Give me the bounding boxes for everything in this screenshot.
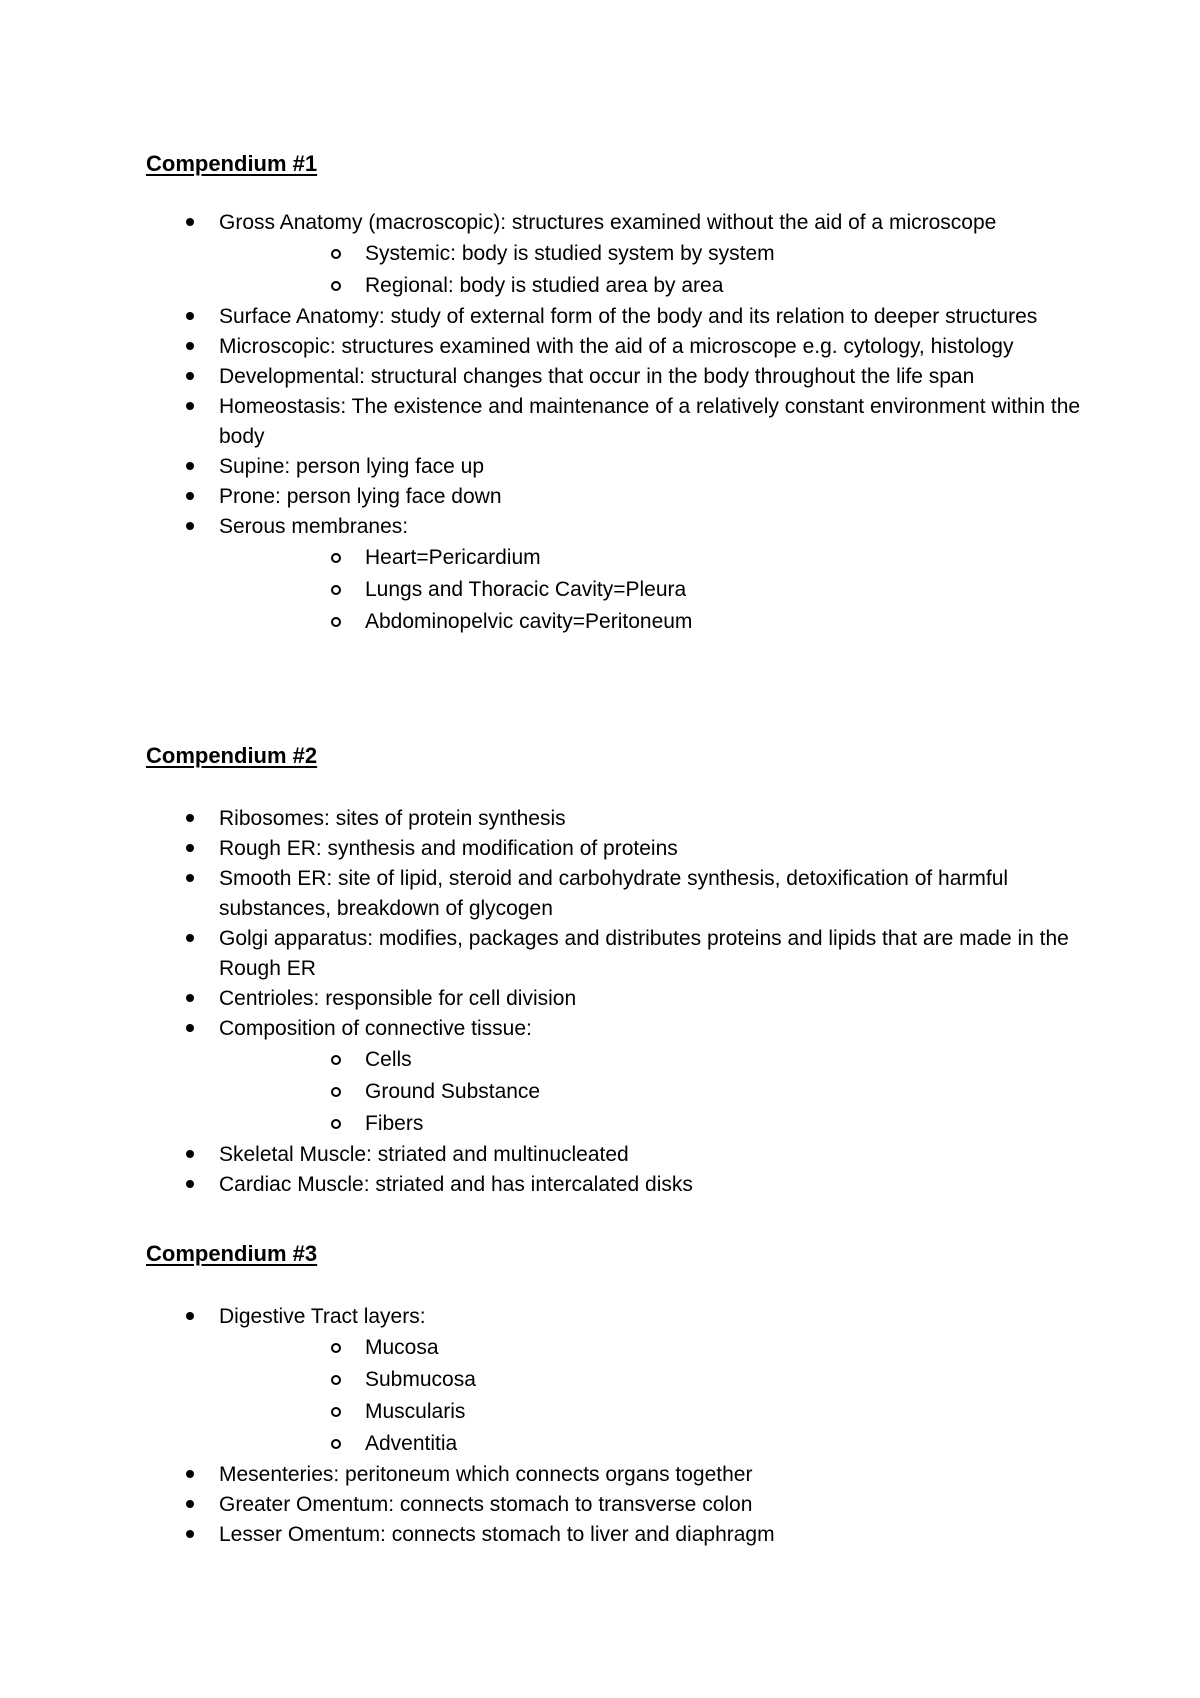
sub-list-item: Fibers <box>219 1108 1086 1140</box>
sub-list <box>219 1332 1086 1460</box>
sub-list-item: Abdominopelvic cavity=Peritoneum <box>219 606 1086 638</box>
bullet-list <box>146 208 1086 638</box>
list-item <box>146 452 1086 482</box>
list-item <box>146 864 1086 924</box>
sub-list-item: Mucosa <box>219 1332 1086 1364</box>
section-compendium-2 <box>146 742 1086 1200</box>
list-item-text: Greater Omentum: connects stomach to transverse colon <box>219 1493 753 1516</box>
bullet-list <box>146 1302 1086 1550</box>
sub-list-item: Cells <box>219 1044 1086 1076</box>
list-item <box>146 1520 1086 1550</box>
sub-list-item: Submucosa <box>219 1364 1086 1396</box>
list-item-text: Mesenteries: peritoneum which connects organs together <box>219 1463 753 1486</box>
list-item-text: Composition of connective tissue: <box>219 1017 532 1040</box>
list-item <box>146 1170 1086 1200</box>
list-item <box>146 302 1086 332</box>
sub-list <box>219 1044 1086 1140</box>
list-item-text: Ribosomes: sites of protein synthesis <box>219 807 566 830</box>
sub-list-item: Ground Substance <box>219 1076 1086 1108</box>
sub-list-item: Lungs and Thoracic Cavity=Pleura <box>219 574 1086 606</box>
list-item-text: Smooth ER: site of lipid, steroid and carbohydrate synthesis, detoxification of harmful substances, breakdown of glycogen <box>219 867 1009 920</box>
list-item-text: Surface Anatomy: study of external form of the body and its relation to deeper structures <box>219 305 1038 328</box>
list-item <box>146 1490 1086 1520</box>
list-item <box>146 512 1086 638</box>
section-heading: Compendium #2 <box>146 743 318 768</box>
sub-list-item: Regional: body is studied area by area <box>219 270 1086 302</box>
list-item-text: Lesser Omentum: connects stomach to liver and diaphragm <box>219 1523 775 1546</box>
list-item <box>146 208 1086 302</box>
sub-list <box>219 238 1086 302</box>
list-item-text: Supine: person lying face up <box>219 455 485 478</box>
list-item-text: Centrioles: responsible for cell division <box>219 987 577 1010</box>
sub-list-item: Systemic: body is studied system by system <box>219 238 1086 270</box>
list-item-text: Developmental: structural changes that occur in the body throughout the life span <box>219 365 975 388</box>
sub-list <box>219 542 1086 638</box>
section-heading: Compendium #3 <box>146 1241 318 1266</box>
list-item <box>146 804 1086 834</box>
list-item-text: Gross Anatomy (macroscopic): structures examined without the aid of a microscope <box>219 211 997 234</box>
section-compendium-1 <box>146 150 1086 638</box>
list-item <box>146 984 1086 1014</box>
list-item-text: Prone: person lying face down <box>219 485 502 508</box>
list-item-text: Microscopic: structures examined with the aid of a microscope e.g. cytology, histology <box>219 335 1014 358</box>
list-item-text: Digestive Tract layers: <box>219 1305 426 1328</box>
list-item <box>146 924 1086 984</box>
list-item-text: Homeostasis: The existence and maintenance of a relatively constant environment within the body <box>219 395 1081 448</box>
list-item <box>146 1014 1086 1140</box>
list-item <box>146 834 1086 864</box>
section-heading: Compendium #1 <box>146 151 318 176</box>
list-item-text: Skeletal Muscle: striated and multinucleated <box>219 1143 629 1166</box>
list-item <box>146 482 1086 512</box>
list-item-text: Cardiac Muscle: striated and has intercalated disks <box>219 1173 693 1196</box>
sub-list-item: Heart=Pericardium <box>219 542 1086 574</box>
bullet-list <box>146 804 1086 1200</box>
list-item <box>146 332 1086 362</box>
sub-list-item: Muscularis <box>219 1396 1086 1428</box>
list-item <box>146 392 1086 452</box>
list-item <box>146 1460 1086 1490</box>
section-compendium-3 <box>146 1240 1086 1550</box>
sub-list-item: Adventitia <box>219 1428 1086 1460</box>
list-item <box>146 1140 1086 1170</box>
list-item-text: Rough ER: synthesis and modification of proteins <box>219 837 678 860</box>
list-item <box>146 362 1086 392</box>
list-item-text: Golgi apparatus: modifies, packages and distributes proteins and lipids that are made in the Rough ER <box>219 927 1069 980</box>
list-item-text: Serous membranes: <box>219 515 409 538</box>
list-item <box>146 1302 1086 1460</box>
